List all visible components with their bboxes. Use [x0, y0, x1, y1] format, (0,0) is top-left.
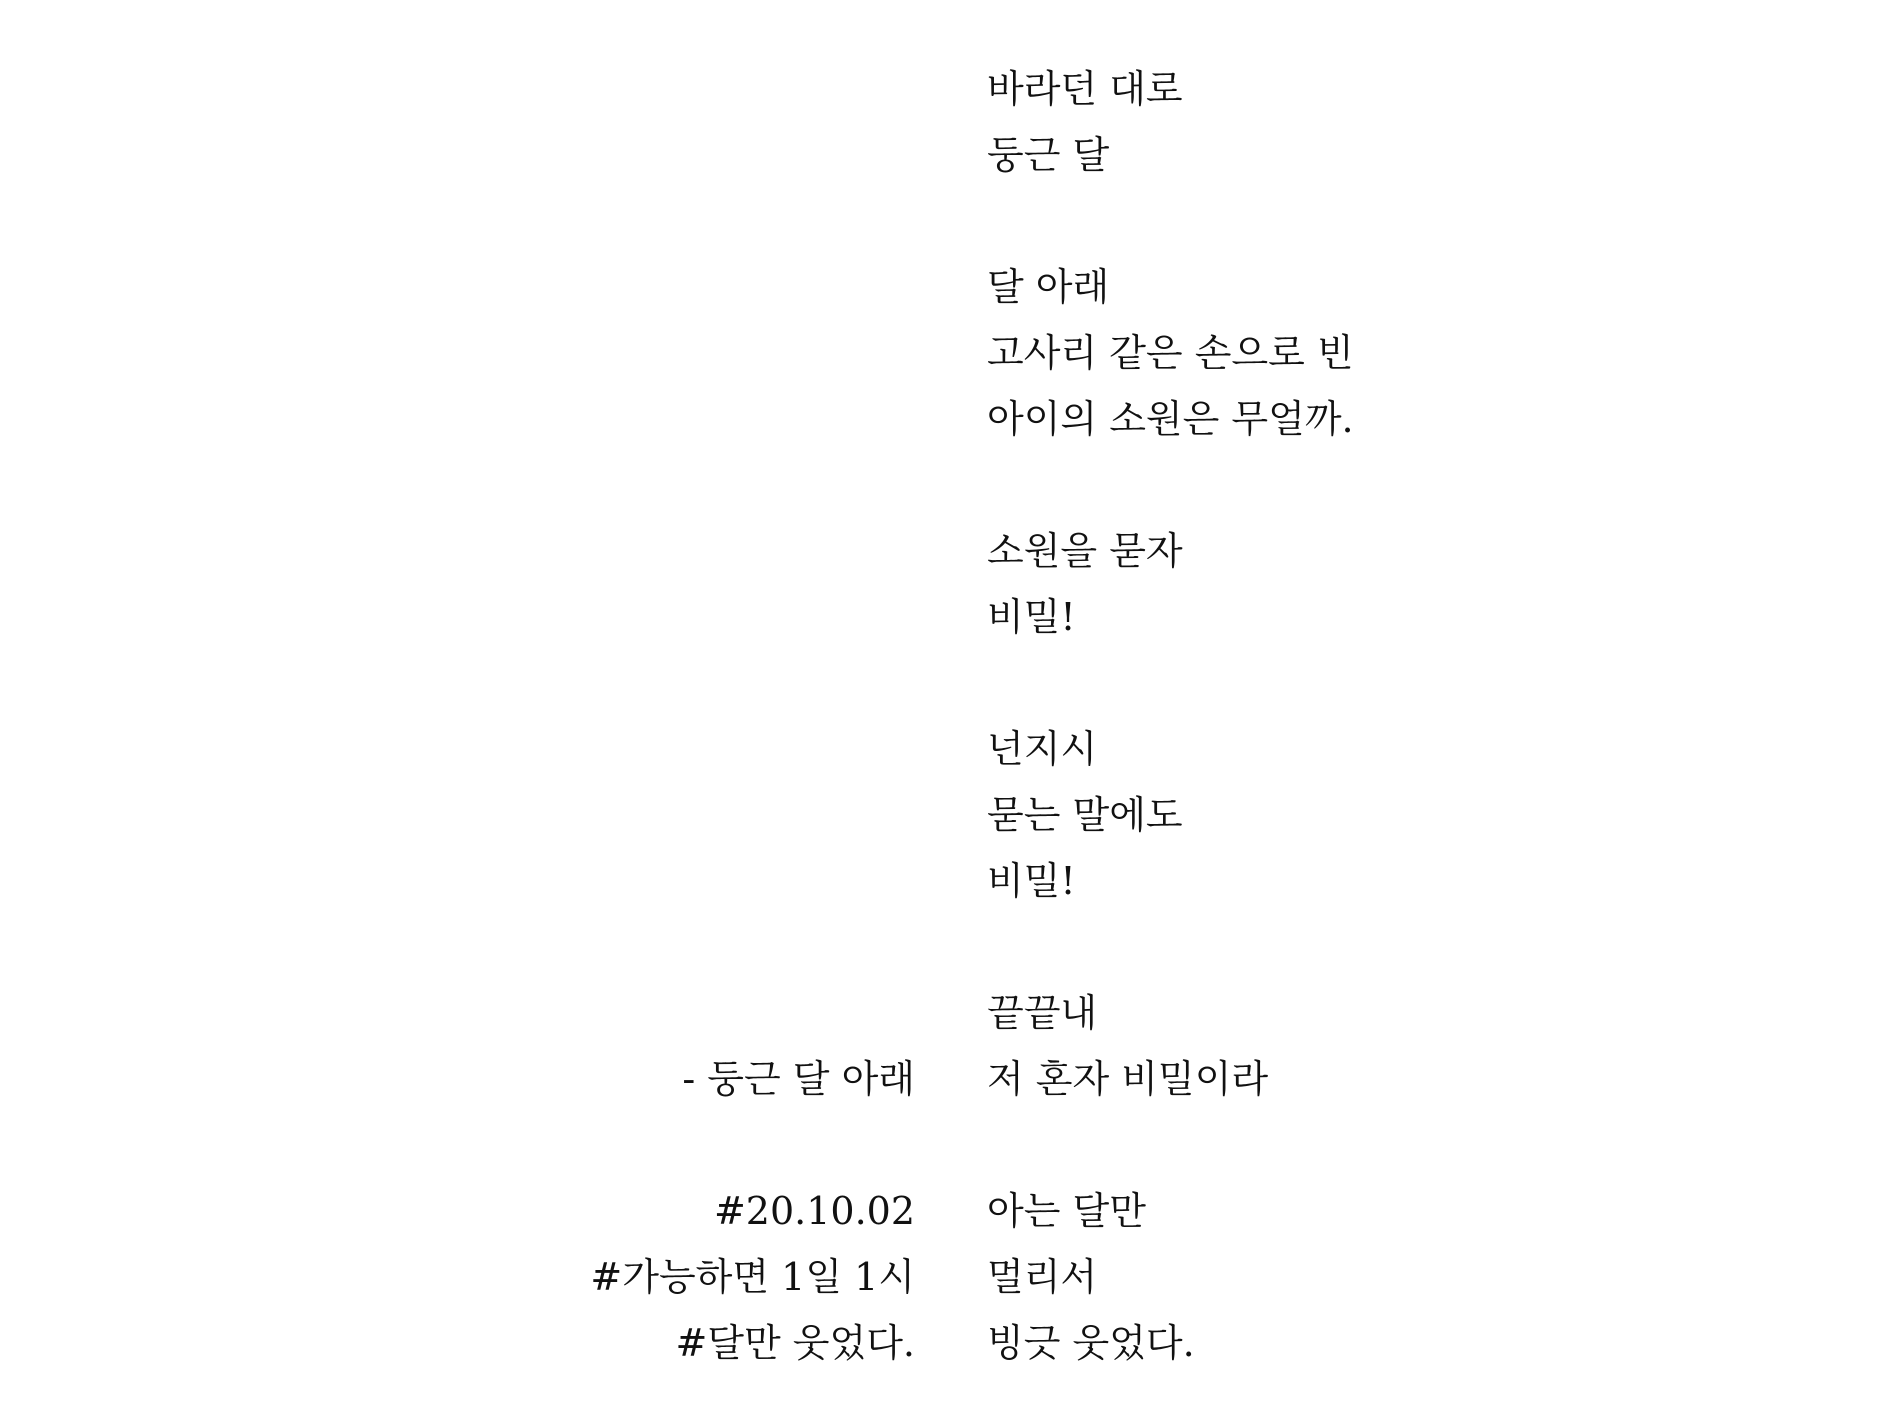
poem-line: 비밀!: [987, 595, 1076, 639]
poem-line: 고사리 같은 손으로 빈: [987, 331, 1354, 375]
poem-line: 멀리서: [987, 1255, 1098, 1299]
poem-body: [987, 56, 1354, 1376]
poem-line: 넌지시: [987, 727, 1098, 771]
hashtag-list: [590, 1178, 915, 1376]
stanza-break: [987, 914, 1354, 980]
poem-line: 끝끝내: [987, 991, 1098, 1035]
poem-line: 빙긋 웃었다.: [987, 1321, 1195, 1365]
poem-line: 저 혼자 비밀이라: [987, 1057, 1269, 1101]
stanza-break: [987, 650, 1354, 716]
poem-line: 바라던 대로: [987, 67, 1183, 111]
poem-title: - 둥근 달 아래: [682, 1057, 915, 1101]
hashtag: #달만 웃었다.: [675, 1321, 915, 1365]
poem-line: 소원을 묻자: [987, 529, 1183, 573]
hashtag: #가능하면 1일 1시: [590, 1255, 915, 1299]
hashtag: #20.10.02: [713, 1189, 915, 1233]
stanza-break: [987, 1112, 1354, 1178]
poem-line: 비밀!: [987, 859, 1076, 903]
poem-line: 아이의 소원은 무얼까.: [987, 397, 1354, 441]
poem-line: 달 아래: [987, 265, 1110, 309]
poem-line: 둥근 달: [987, 133, 1110, 177]
poem-line: 묻는 말에도: [987, 793, 1183, 837]
poem-line: 아는 달만: [987, 1189, 1146, 1233]
stanza-break: [987, 452, 1354, 518]
stanza-break: [987, 188, 1354, 254]
